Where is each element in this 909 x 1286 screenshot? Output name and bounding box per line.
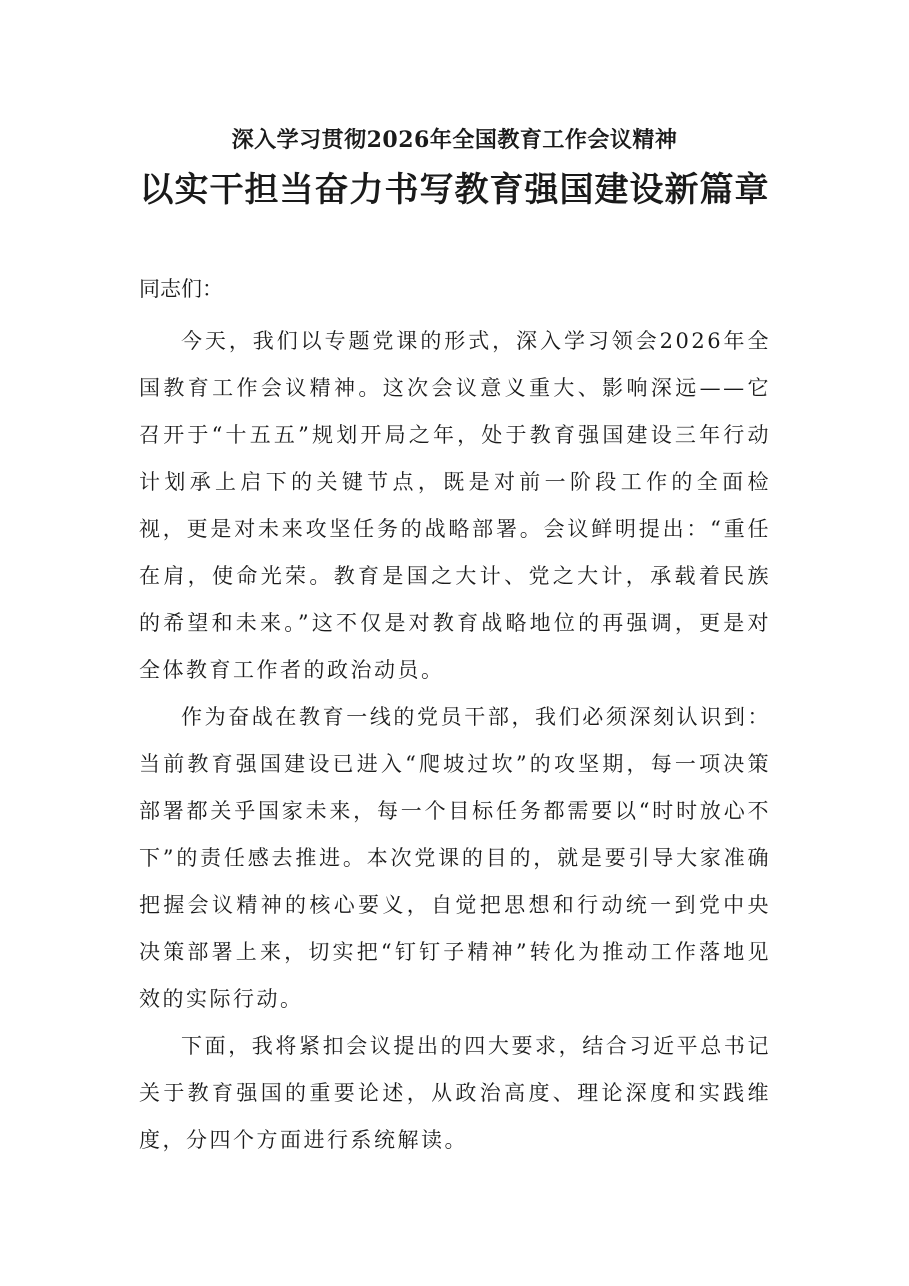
paragraph-2: 作为奋战在教育一线的党员干部，我们必须深刻认识到：当前教育强国建设已进入“爬坡过坎”的攻坚期，每一项决策部署都关乎国家未来，每一个目标任务都需要以“时时放心不下”的责任感去推进。本次党课的目的，就是要引导大家准确把握会议精神的核心要义，自觉把思想和行动统一到党中央决策部署上来，切实把“钉钉子精神”转化为推动工作落地见效的实际行动。 xyxy=(139,705,771,1011)
paragraph-1: 今天，我们以专题党课的形式，深入学习领会2026年全国教育工作会议精神。这次会议意义重大、影响深远——它召开于“十五五”规划开局之年，处于教育强国建设三年行动计划承上启下的关键节点，既是对前一阶段工作的全面检视，更是对未来攻坚任务的战略部署。会议鲜明提出：“重任在肩，使命光荣。教育是国之大计、党之大计，承载着民族的希望和未来。”这不仅是对教育战略地位的再强调，更是对全体教育工作者的政治动员。 xyxy=(139,329,771,682)
salutation: 同志们： xyxy=(139,277,223,301)
document-subtitle: 深入学习贯彻2026年全国教育工作会议精神 xyxy=(231,127,678,153)
paragraph-3: 下面，我将紧扣会议提出的四大要求，结合习近平总书记关于教育强国的重要论述，从政治高度、理论深度和实践维度，分四个方面进行系统解读。 xyxy=(139,1034,771,1152)
document-title: 以实干担当奋力书写教育强国建设新篇章 xyxy=(139,170,770,210)
document-body xyxy=(139,270,771,1164)
